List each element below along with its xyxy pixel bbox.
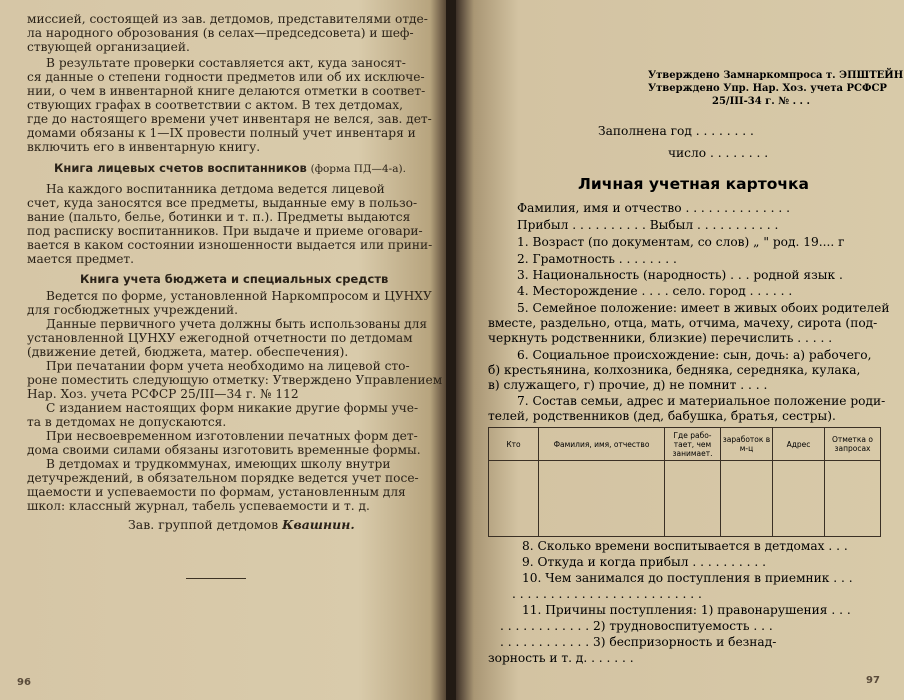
approval-line: 25/III-34 г. № . . . (712, 96, 810, 107)
form-field: Фамилия, имя и отчество . . . . . . . . . . . . . . (517, 201, 791, 215)
form-field: 7. Состав семьи, адрес и материальное положение роди- (517, 394, 886, 408)
form-field: зорность и т. д. . . . . . . (488, 651, 634, 665)
page-title: Личная учетная карточка (578, 175, 809, 193)
form-field: вместе, раздельно, отца, мать, отчима, мачеху, сирота (под- (488, 316, 878, 330)
form-field: 1. Возраст (по документам, со слов) „ " род. 19.... г (517, 235, 845, 249)
table-header-cell: Кто (489, 428, 539, 461)
table-cell (489, 461, 539, 537)
left-line: под расписку воспитанников. При выдаче и приеме оговари- (27, 224, 423, 238)
left-line: вается в каком состоянии изношенности выдается или прини- (27, 238, 433, 252)
filled-year: Заполнена год . . . . . . . . (598, 124, 754, 138)
approval-line: Утверждено Замнаркомпроса т. ЭПШТЕЙН (648, 70, 904, 81)
form-field: 10. Чем занимался до поступления в приемник . . . (522, 571, 853, 585)
left-line: установленной ЦУНХУ ежегодной отчетности по детдомам (27, 331, 413, 345)
form-field: 4. Месторождение . . . . село. город . . . . . . (517, 284, 793, 298)
left-line: ствующей организацией. (27, 40, 190, 54)
table-header-cell: Адрес (773, 428, 825, 461)
family-table (488, 427, 881, 537)
form-field: . . . . . . . . . . . . 2) трудновоспитуемость . . . (500, 619, 773, 633)
left-line: счет, куда заносятся все предметы, выданные ему в пользо- (27, 196, 418, 210)
section-heading-budget: Книга учета бюджета и специальных средств (80, 272, 389, 286)
left-line: ствующих графах в соответствии с актом. В тех детдомах, (27, 98, 403, 112)
left-line: вание (пальто, белье, ботинки и т. п.). Предметы выдаются (27, 210, 411, 224)
signature-label: Зав. группой детдомов (128, 517, 279, 532)
left-line: где до настоящего времени учет инвентаря не велся, зав. дет- (27, 112, 432, 126)
left-line: школ: классный журнал, табель успеваемости и т. д. (27, 499, 370, 513)
form-field: 11. Причины поступления: 1) правонарушения . . . (522, 603, 851, 617)
form-field: в) служащего, г) прочие, д) не помнит . . . . (488, 378, 768, 392)
form-field: Прибыл . . . . . . . . . . Выбыл . . . . . . . . . . . (517, 218, 779, 232)
form-field: . . . . . . . . . . . . . . . . . . . . . . . . . (512, 587, 702, 601)
left-line: Нар. Хоз. учета РСФСР 25/III—34 г. № 112 (27, 387, 299, 401)
left-line: (движение детей, бюджета, матер. обеспечения). (27, 345, 349, 359)
table-cell (773, 461, 825, 537)
left-line: При несвоевременном изготовлении печатных форм дет- (46, 429, 418, 443)
form-field: 2. Грамотность . . . . . . . . (517, 252, 677, 266)
left-line: При печатании форм учета необходимо на лицевой сто- (46, 359, 410, 373)
table-cell (825, 461, 881, 537)
table-header-cell: Где рабо- тает, чем занимает. (665, 428, 721, 461)
filled-day: число . . . . . . . . (668, 146, 769, 160)
divider-rule (186, 578, 246, 579)
form-field: 6. Социальное происхождение: сын, дочь: а) рабочего, (517, 348, 872, 362)
left-line: домами обязаны к 1—IX провести полный учет инвентаря и (27, 126, 416, 140)
section-heading-accounts (54, 161, 406, 176)
table-cell (539, 461, 665, 537)
left-line: В детдомах и трудкоммунах, имеющих школу внутри (46, 457, 391, 471)
left-line: включить его в инвентарную книгу. (27, 140, 261, 154)
form-field: . . . . . . . . . . . . 3) беспризорность и безнад- (500, 635, 777, 649)
approval-line: Утверждено Упр. Нар. Хоз. учета РСФСР (648, 83, 887, 94)
left-line: детучреждений, в обязательном порядке ведется учет посе- (27, 471, 419, 485)
left-line: роне поместить следующую отметку: Утверждено Управлением (27, 373, 443, 387)
left-line: та в детдомах не допускаются. (27, 415, 227, 429)
form-field: 5. Семейное положение: имеет в живых обоих родителей (517, 301, 890, 315)
left-line: мается предмет. (27, 252, 135, 266)
left-page (0, 0, 448, 700)
left-line: Ведется по форме, установленной Наркомпросом и ЦУНХУ (46, 289, 432, 303)
left-line: Данные первичного учета должны быть использованы для (46, 317, 428, 331)
table-header-cell: Фамилия, имя, отчество (539, 428, 665, 461)
left-line: ла народного оброзования (в селах—председсовета) и шеф- (27, 26, 414, 40)
left-line: миссией, состоящей из зав. детдомов, представителями отде- (27, 12, 428, 26)
left-line: щаемости и успеваемости по формам, установленным для (27, 485, 406, 499)
signature-name: Квашнин. (282, 517, 355, 532)
page-number-left: 96 (17, 677, 31, 688)
left-line: дома своими силами обязаны изготовить временные формы. (27, 443, 421, 457)
table-header-cell: Отметка о запросах (825, 428, 881, 461)
heading-form: (форма ПД—4-а). (310, 163, 406, 175)
left-line: На каждого воспитанника детдома ведется лицевой (46, 182, 385, 196)
left-line: В результате проверки составляется акт, куда заносят- (46, 56, 406, 70)
table-header-cell: заработок в м-ц (721, 428, 773, 461)
form-field: 3. Национальность (народность) . . . родной язык . (517, 268, 843, 282)
table-header-row (489, 428, 881, 461)
form-field: телей, родственников (дед, бабушка, братья, сестры). (488, 409, 836, 423)
signature (128, 518, 355, 532)
left-line: ся данные о степени годности предметов или об их исключе- (27, 70, 425, 84)
table-cell (665, 461, 721, 537)
table-cell (721, 461, 773, 537)
heading-text: Книга лицевых счетов воспитанников (54, 161, 307, 175)
form-field: б) крестьянина, колхозника, бедняка, середняка, кулака, (488, 363, 861, 377)
form-field: 9. Откуда и когда прибыл . . . . . . . . . . (522, 555, 766, 569)
form-field: 8. Сколько времени воспитывается в детдомах . . . (522, 539, 848, 553)
left-line: С изданием настоящих форм никакие другие формы уче- (46, 401, 419, 415)
form-field: черкнуть родственники, близкие) перечислить . . . . . (488, 331, 833, 345)
left-line: для госбюджетных учреждений. (27, 303, 238, 317)
left-line: нии, о чем в инвентарной книге делаются отметки в соответ- (27, 84, 426, 98)
page-number-right: 97 (866, 675, 880, 686)
table-row (489, 461, 881, 537)
